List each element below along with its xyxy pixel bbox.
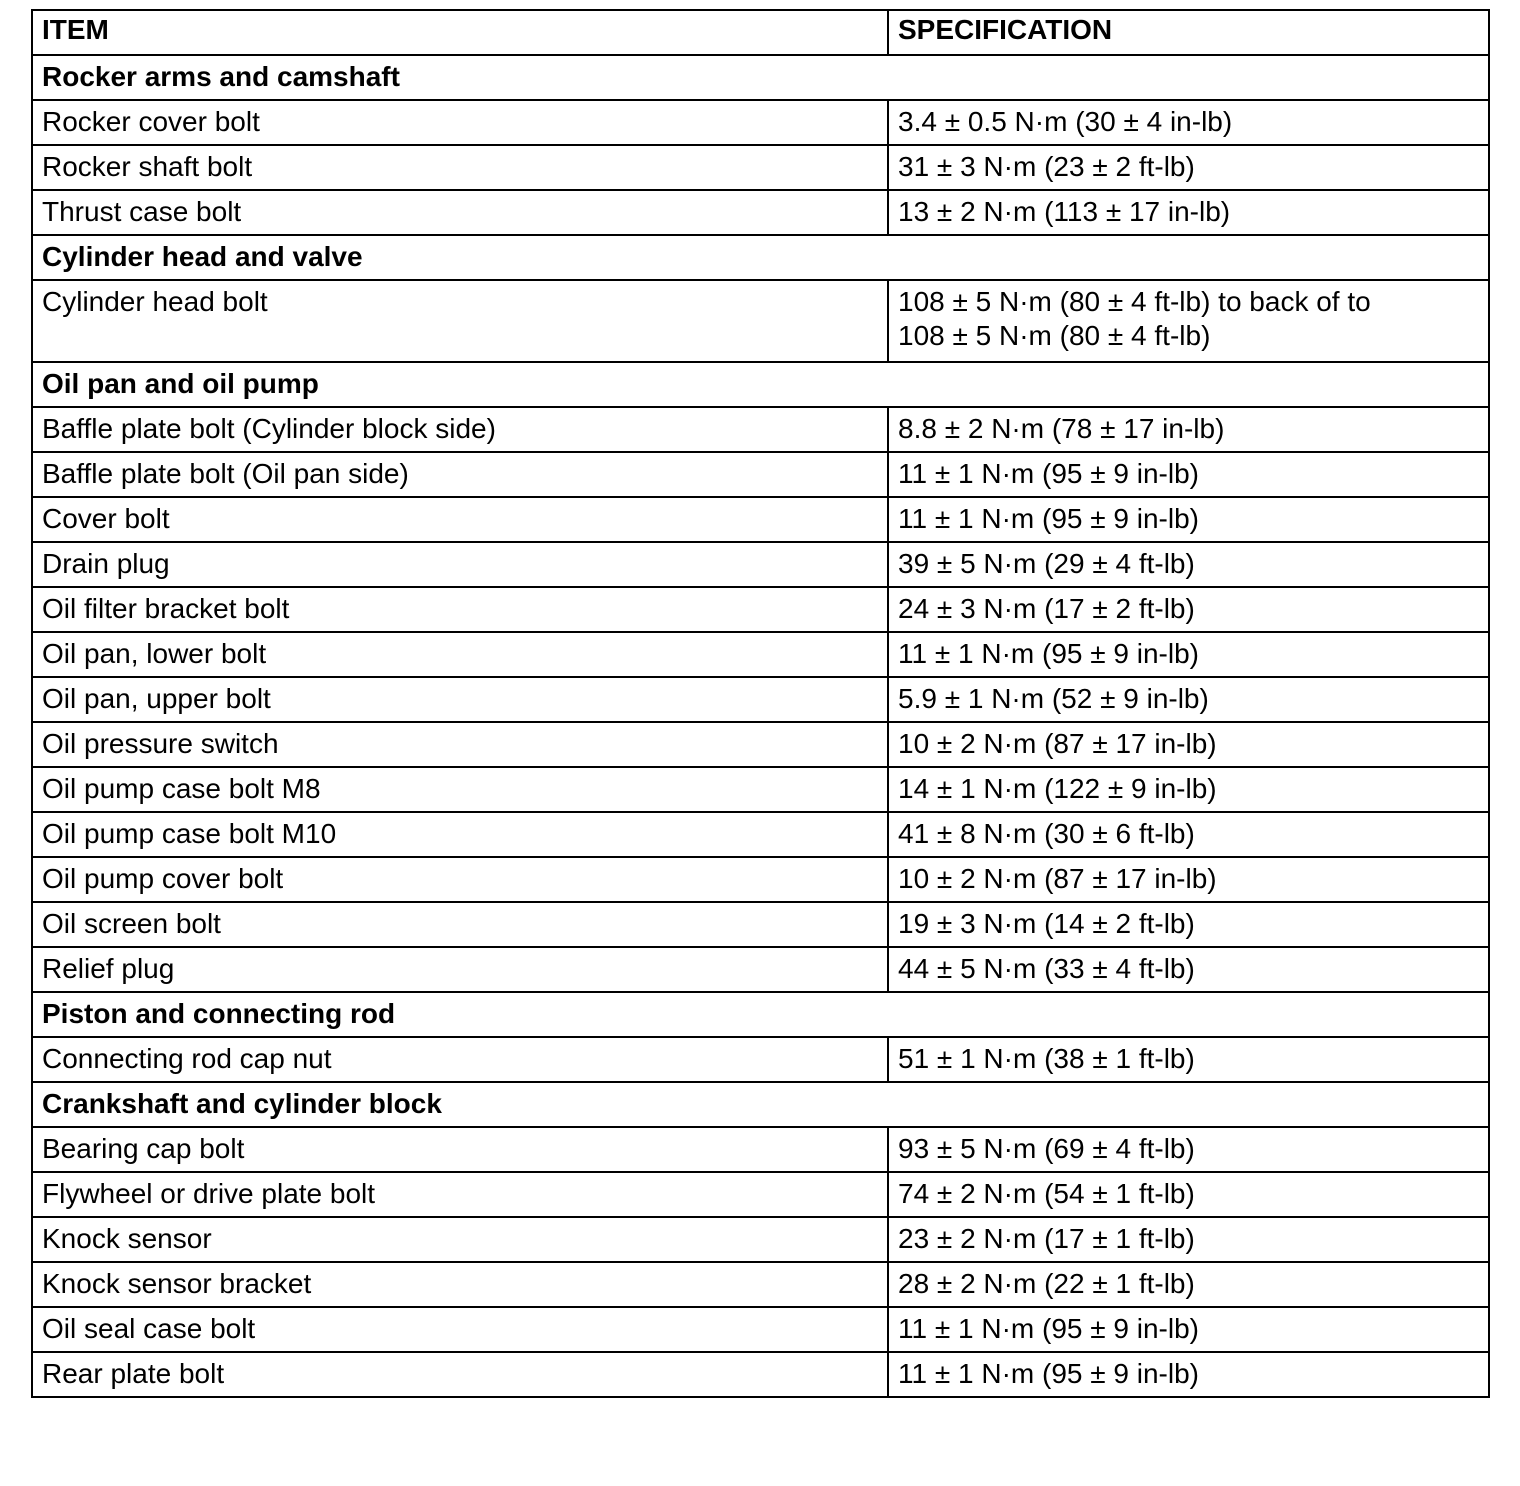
item-cell: Drain plug xyxy=(32,542,888,587)
section-header-row xyxy=(32,1082,1489,1127)
specification-line: 31 ± 3 N·m (23 ± 2 ft-lb) xyxy=(898,151,1195,182)
section-header-row xyxy=(32,55,1489,100)
table-row xyxy=(32,677,1489,722)
table-row xyxy=(32,947,1489,992)
specification-line: 11 ± 1 N·m (95 ± 9 in-lb) xyxy=(898,1313,1199,1344)
table-row xyxy=(32,632,1489,677)
item-cell: Oil seal case bolt xyxy=(32,1307,888,1352)
torque-spec-table xyxy=(31,9,1490,1398)
section-header-row xyxy=(32,235,1489,280)
specification-line: 11 ± 1 N·m (95 ± 9 in-lb) xyxy=(898,638,1199,669)
table-row xyxy=(32,1352,1489,1397)
specification-cell xyxy=(888,145,1489,190)
section-title: Cylinder head and valve xyxy=(32,235,1489,280)
item-cell: Oil pump cover bolt xyxy=(32,857,888,902)
specification-cell xyxy=(888,190,1489,235)
specification-cell xyxy=(888,1352,1489,1397)
item-cell: Connecting rod cap nut xyxy=(32,1037,888,1082)
specification-cell xyxy=(888,1262,1489,1307)
table-row xyxy=(32,452,1489,497)
specification-line: 108 ± 5 N·m (80 ± 4 ft-lb) to back of to xyxy=(898,286,1371,317)
specification-cell xyxy=(888,280,1489,362)
specification-cell xyxy=(888,1127,1489,1172)
item-cell: Rocker shaft bolt xyxy=(32,145,888,190)
item-cell: Oil pressure switch xyxy=(32,722,888,767)
specification-line: 19 ± 3 N·m (14 ± 2 ft-lb) xyxy=(898,908,1195,939)
item-cell: Thrust case bolt xyxy=(32,190,888,235)
table-row xyxy=(32,1037,1489,1082)
item-cell: Bearing cap bolt xyxy=(32,1127,888,1172)
table-body xyxy=(32,10,1489,1397)
header-item: ITEM xyxy=(32,10,888,55)
section-title: Oil pan and oil pump xyxy=(32,362,1489,407)
item-cell: Knock sensor xyxy=(32,1217,888,1262)
table-row xyxy=(32,407,1489,452)
specification-line: 74 ± 2 N·m (54 ± 1 ft-lb) xyxy=(898,1178,1195,1209)
specification-cell xyxy=(888,100,1489,145)
table-row xyxy=(32,1307,1489,1352)
specification-line: 23 ± 2 N·m (17 ± 1 ft-lb) xyxy=(898,1223,1195,1254)
section-header-row xyxy=(32,992,1489,1037)
item-cell: Baffle plate bolt (Oil pan side) xyxy=(32,452,888,497)
item-cell: Oil pump case bolt M10 xyxy=(32,812,888,857)
table-row xyxy=(32,542,1489,587)
item-cell: Oil pump case bolt M8 xyxy=(32,767,888,812)
table-row xyxy=(32,100,1489,145)
specification-cell xyxy=(888,1037,1489,1082)
specification-cell xyxy=(888,497,1489,542)
specification-cell xyxy=(888,542,1489,587)
specification-cell xyxy=(888,587,1489,632)
table-row xyxy=(32,722,1489,767)
item-cell: Relief plug xyxy=(32,947,888,992)
specification-cell xyxy=(888,1217,1489,1262)
specification-cell xyxy=(888,947,1489,992)
item-cell: Cover bolt xyxy=(32,497,888,542)
section-title: Rocker arms and camshaft xyxy=(32,55,1489,100)
item-cell: Oil filter bracket bolt xyxy=(32,587,888,632)
specification-line: 11 ± 1 N·m (95 ± 9 in-lb) xyxy=(898,503,1199,534)
specification-line: 8.8 ± 2 N·m (78 ± 17 in-lb) xyxy=(898,413,1225,444)
table-row xyxy=(32,812,1489,857)
section-title: Crankshaft and cylinder block xyxy=(32,1082,1489,1127)
table-header-row xyxy=(32,10,1489,55)
specification-cell xyxy=(888,1307,1489,1352)
table-row xyxy=(32,857,1489,902)
table-row xyxy=(32,280,1489,362)
item-cell: Oil pan, lower bolt xyxy=(32,632,888,677)
item-cell: Rear plate bolt xyxy=(32,1352,888,1397)
table-row xyxy=(32,1262,1489,1307)
item-cell: Oil screen bolt xyxy=(32,902,888,947)
specification-line: 14 ± 1 N·m (122 ± 9 in-lb) xyxy=(898,773,1217,804)
specification-line: 93 ± 5 N·m (69 ± 4 ft-lb) xyxy=(898,1133,1195,1164)
table-row xyxy=(32,145,1489,190)
specification-line: 39 ± 5 N·m (29 ± 4 ft-lb) xyxy=(898,548,1195,579)
specification-cell xyxy=(888,722,1489,767)
specification-cell xyxy=(888,632,1489,677)
specification-line: 51 ± 1 N·m (38 ± 1 ft-lb) xyxy=(898,1043,1195,1074)
section-header-row xyxy=(32,362,1489,407)
table-row xyxy=(32,1172,1489,1217)
specification-line: 10 ± 2 N·m (87 ± 17 in-lb) xyxy=(898,863,1217,894)
specification-cell xyxy=(888,1172,1489,1217)
section-title: Piston and connecting rod xyxy=(32,992,1489,1037)
specification-line: 11 ± 1 N·m (95 ± 9 in-lb) xyxy=(898,1358,1199,1389)
item-cell: Baffle plate bolt (Cylinder block side) xyxy=(32,407,888,452)
specification-line: 5.9 ± 1 N·m (52 ± 9 in-lb) xyxy=(898,683,1209,714)
item-cell: Oil pan, upper bolt xyxy=(32,677,888,722)
table-row xyxy=(32,902,1489,947)
table-row xyxy=(32,497,1489,542)
table-row xyxy=(32,587,1489,632)
specification-cell xyxy=(888,767,1489,812)
specification-line: 41 ± 8 N·m (30 ± 6 ft-lb) xyxy=(898,818,1195,849)
table-row xyxy=(32,767,1489,812)
item-cell: Cylinder head bolt xyxy=(32,280,888,362)
table-row xyxy=(32,1127,1489,1172)
specification-line: 3.4 ± 0.5 N·m (30 ± 4 in-lb) xyxy=(898,106,1233,137)
specification-cell xyxy=(888,677,1489,722)
specification-cell xyxy=(888,902,1489,947)
specification-cell xyxy=(888,407,1489,452)
specification-line: 108 ± 5 N·m (80 ± 4 ft-lb) xyxy=(898,320,1211,351)
specification-line: 44 ± 5 N·m (33 ± 4 ft-lb) xyxy=(898,953,1195,984)
specification-line: 11 ± 1 N·m (95 ± 9 in-lb) xyxy=(898,458,1199,489)
table-row xyxy=(32,190,1489,235)
specification-line: 10 ± 2 N·m (87 ± 17 in-lb) xyxy=(898,728,1217,759)
specification-line: 28 ± 2 N·m (22 ± 1 ft-lb) xyxy=(898,1268,1195,1299)
item-cell: Rocker cover bolt xyxy=(32,100,888,145)
specification-cell xyxy=(888,812,1489,857)
specification-line: 13 ± 2 N·m (113 ± 17 in-lb) xyxy=(898,196,1231,227)
header-specification: SPECIFICATION xyxy=(888,10,1489,55)
table-row xyxy=(32,1217,1489,1262)
specification-cell xyxy=(888,857,1489,902)
item-cell: Flywheel or drive plate bolt xyxy=(32,1172,888,1217)
item-cell: Knock sensor bracket xyxy=(32,1262,888,1307)
specification-line: 24 ± 3 N·m (17 ± 2 ft-lb) xyxy=(898,593,1195,624)
specification-cell xyxy=(888,452,1489,497)
